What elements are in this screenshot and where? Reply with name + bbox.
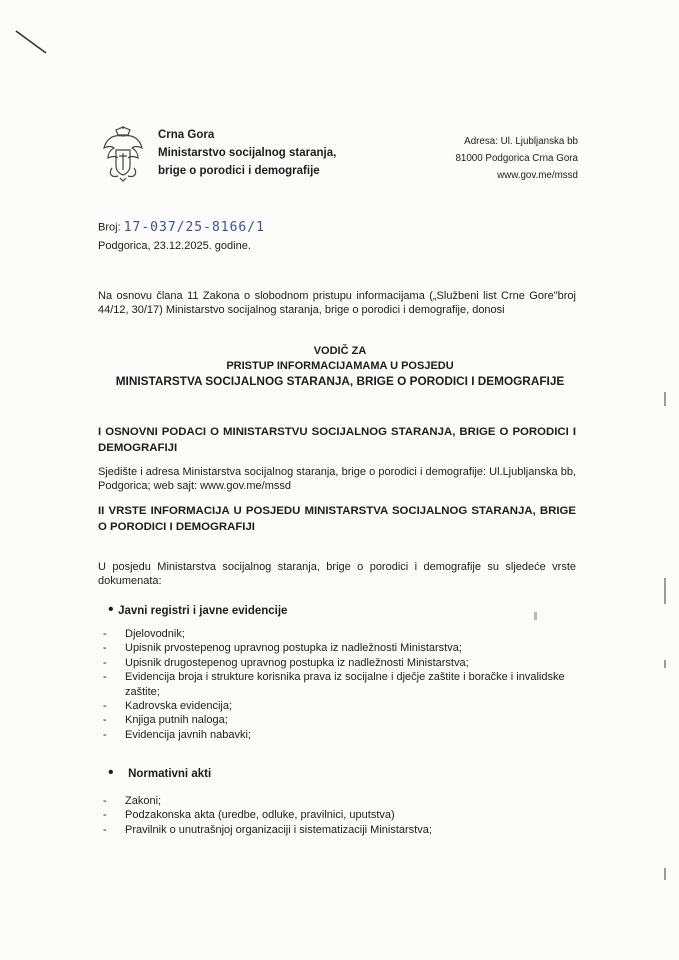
list-item-text: Podzakonska akta (uredbe, odluke, pravilnici, uputstva) xyxy=(125,809,395,822)
list-item xyxy=(103,713,570,727)
scan-margin-mark xyxy=(664,660,666,668)
dash-symbol: - xyxy=(103,728,107,741)
list-item xyxy=(103,670,570,699)
address-city: 81000 Podgorica Crna Gora xyxy=(455,153,578,164)
list-item-text: Djelovodnik; xyxy=(125,628,185,640)
scan-margin-mark xyxy=(664,578,666,604)
document-date: Podgorica, 23.12.2025. godine. xyxy=(98,240,251,252)
dash-symbol: - xyxy=(103,656,107,669)
list-item-text: Pravilnik o unutrašnjoj organizaciji i sistematizaciji Ministarstva; xyxy=(125,823,432,836)
dash-symbol: - xyxy=(103,809,107,822)
group2-heading xyxy=(108,764,211,782)
list-item xyxy=(103,627,570,641)
dash-symbol: - xyxy=(103,700,107,713)
dash-symbol: - xyxy=(103,642,107,655)
list-item xyxy=(103,823,570,837)
group1-heading-text: Javni registri i javne evidencije xyxy=(118,605,288,617)
address-block xyxy=(455,133,578,184)
ministry-name-block xyxy=(158,126,336,180)
list-item xyxy=(103,699,570,713)
scan-stroke-mark xyxy=(14,28,50,56)
list-item-text: Kadrovska evidencija; xyxy=(125,700,233,713)
list-item xyxy=(103,656,570,670)
country-name: Crna Gora xyxy=(158,129,215,141)
list-item xyxy=(103,794,570,808)
section1-text: Sjedište i adresa Ministarstva socijalnog staranja, brige o porodici i demografije: Ul.Ljubljanska bb, Podgorica; web sajt: www.gov.me/mssd xyxy=(98,466,576,492)
list-item xyxy=(103,808,570,822)
document-title xyxy=(60,344,620,389)
ministry-name-line1: Ministarstvo socijalnog staranja, xyxy=(158,147,337,159)
dash-symbol: - xyxy=(103,823,107,836)
group1-list xyxy=(103,627,570,742)
dash-symbol: - xyxy=(103,671,107,684)
ministry-name-line2: brige o porodici i demografije xyxy=(158,165,320,177)
section2-heading: II VRSTE INFORMACIJA U POSJEDU MINISTARSTVA SOCIJALNOG STARANJA, BRIGE O PORODICI I DEMOGRAFIJI xyxy=(98,505,576,533)
list-item-text: Zakoni; xyxy=(125,795,162,807)
handwritten-reference-number: 17-037/25-8166/1 xyxy=(123,220,265,235)
intro-paragraph: Na osnovu člana 11 Zakona o slobodnom pristupu informacijama („Službeni list Crne Gore"broj 44/12, 30/17) Ministarstvo socijalnog staranja, brige o porodici i demografije, donosi xyxy=(98,290,576,316)
group1-heading xyxy=(108,601,287,619)
group2-heading-text: Normativni akti xyxy=(128,768,212,780)
list-item-text: Upisnik drugostepenog upravnog postupka iz nadležnosti Ministarstva; xyxy=(125,656,469,669)
title-line3: MINISTARSTVA SOCIJALNOG STARANJA, BRIGE O PORODICI I DEMOGRAFIJE xyxy=(115,374,565,388)
reference-label: Broj: xyxy=(98,221,121,234)
list-item-text: Upisnik prvostepenog upravnog postupka iz nadležnosti Ministarstva; xyxy=(125,642,462,655)
website-link: www.gov.me/mssd xyxy=(497,170,578,181)
coat-of-arms-icon xyxy=(98,126,148,182)
section2-text: U posjedu Ministarstva socijalnog staranja, brige o porodici i demografije su sljedeće vrste dokumenata: xyxy=(98,561,576,587)
list-item-text: Evidencija javnih nabavki; xyxy=(125,728,251,741)
dash-symbol: - xyxy=(103,628,107,640)
section1-heading: I OSNOVNI PODACI O MINISTARSTVU SOCIJALNOG STARANJA, BRIGE O PORODICI I DEMOGRAFIJI xyxy=(98,426,576,454)
title-line1: VODIČ ZA xyxy=(313,345,367,357)
scan-margin-mark xyxy=(664,392,666,406)
title-line2: PRISTUP INFORMACIJAMAMA U POSJEDU xyxy=(226,360,454,372)
list-item-text: Evidencija broja i strukture korisnika prava iz socijalne i dječje zaštite i boračke i invalidske zaštite; xyxy=(125,671,565,698)
bullet-symbol: • xyxy=(108,601,114,618)
reference-number xyxy=(98,220,265,235)
dash-symbol: - xyxy=(103,795,107,807)
list-item-text: Knjiga putnih naloga; xyxy=(125,714,228,727)
list-item xyxy=(103,728,570,742)
scan-margin-mark xyxy=(664,868,666,880)
scan-speck-mark xyxy=(534,612,537,620)
bullet-symbol: • xyxy=(108,764,114,781)
dash-symbol: - xyxy=(103,714,107,727)
address-street: Adresa: Ul. Ljubljanska bb xyxy=(464,136,578,147)
group2-list xyxy=(103,794,570,837)
list-item xyxy=(103,641,570,655)
